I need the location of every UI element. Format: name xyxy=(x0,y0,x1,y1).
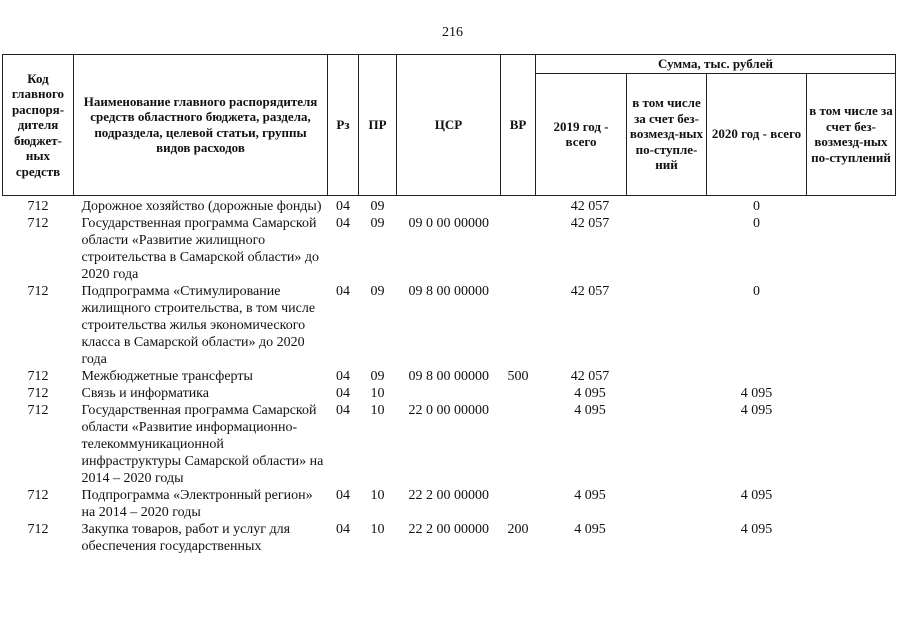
header-name: Наименование главного распорядителя средств областного бюджета, раздела, подраздела, целевой статьи, группы видов расходов xyxy=(74,55,328,196)
cell-name: Подпрограмма «Электронный регион» на 2014 – 2020 годы xyxy=(81,487,313,520)
cell-vr xyxy=(501,215,536,283)
cell-2020-gratuitous xyxy=(807,195,896,215)
cell-2019-gratuitous xyxy=(627,402,707,487)
cell-code: 712 xyxy=(27,368,49,384)
table-row xyxy=(3,215,896,283)
cell-code: 712 xyxy=(27,215,49,231)
cell-name: Государственная программа Самарской области «Развитие жилищного строительства в Самарской области» до 2020 года xyxy=(81,215,320,282)
cell-code: 712 xyxy=(27,198,49,214)
cell-name: Закупка товаров, работ и услуг для обеспечения государственных xyxy=(81,521,291,554)
cell-2020-total: 0 xyxy=(753,215,760,231)
cell-vr: 500 xyxy=(507,368,529,384)
cell-2019-gratuitous xyxy=(627,195,707,215)
header-csr: ЦСР xyxy=(397,55,501,196)
page-number: 216 xyxy=(442,25,463,40)
table-row xyxy=(3,283,896,368)
cell-csr: 22 2 00 00000 xyxy=(408,487,489,503)
cell-code: 712 xyxy=(27,487,49,503)
cell-name: Государственная программа Самарской области «Развитие информационно-телекоммуникационной инфраструктуры Самарской области» на 2014 – 2020 годы xyxy=(81,402,324,486)
cell-csr xyxy=(397,195,501,215)
cell-2019-gratuitous xyxy=(627,215,707,283)
cell-rz: 04 xyxy=(336,385,350,401)
cell-name: Межбюджетные трансферты xyxy=(81,368,253,384)
cell-vr xyxy=(501,283,536,368)
table-row xyxy=(3,402,896,487)
cell-name: Дорожное хозяйство (дорожные фонды) xyxy=(81,198,322,214)
cell-2019-total: 4 095 xyxy=(574,487,606,503)
cell-csr: 22 2 00 00000 xyxy=(408,521,489,537)
cell-2019-total: 42 057 xyxy=(570,215,610,231)
cell-2020-total: 4 095 xyxy=(740,402,773,418)
cell-2020-gratuitous xyxy=(807,487,896,521)
cell-rz: 04 xyxy=(336,368,350,384)
cell-2020-total: 0 xyxy=(753,283,760,299)
cell-pr: 09 xyxy=(370,283,385,299)
cell-2019-gratuitous xyxy=(627,368,707,385)
table-row xyxy=(3,521,896,555)
cell-vr xyxy=(501,385,536,402)
header-sum-group: Сумма, тыс. рублей xyxy=(536,55,896,74)
table-header xyxy=(3,55,896,196)
cell-name: Подпрограмма «Стимулирование жилищного строительства, в том числе строительства жилья экономического класса в Самарской области» до 2020 года xyxy=(81,283,316,367)
cell-2020-gratuitous xyxy=(807,283,896,368)
cell-2019-gratuitous xyxy=(627,521,707,555)
cell-vr xyxy=(501,402,536,487)
header-2020-total: 2020 год - всего xyxy=(707,73,807,195)
cell-pr: 09 xyxy=(370,198,385,214)
header-2020-gratuitous: в том числе за счет без-возмезд-ных по-ступлений xyxy=(807,73,896,195)
cell-pr: 10 xyxy=(370,385,385,401)
cell-pr: 10 xyxy=(370,521,385,537)
cell-code: 712 xyxy=(27,283,49,299)
cell-pr: 10 xyxy=(370,487,385,503)
cell-2020-gratuitous xyxy=(807,215,896,283)
cell-2020-total: 4 095 xyxy=(740,521,773,537)
header-2019-total: 2019 год - всего xyxy=(536,73,627,195)
cell-2019-gratuitous xyxy=(627,385,707,402)
cell-2020-total: 0 xyxy=(753,198,760,214)
cell-2019-total: 4 095 xyxy=(574,521,606,537)
cell-csr: 22 0 00 00000 xyxy=(408,402,489,418)
table-row xyxy=(3,385,896,402)
table-row xyxy=(3,195,896,215)
cell-2020-total: 4 095 xyxy=(740,385,773,401)
cell-2019-gratuitous xyxy=(627,283,707,368)
cell-rz: 04 xyxy=(336,198,350,214)
cell-csr: 09 8 00 00000 xyxy=(408,368,489,384)
cell-2020-total: 4 095 xyxy=(740,487,773,503)
cell-code: 712 xyxy=(27,521,49,537)
cell-csr: 09 8 00 00000 xyxy=(408,283,489,299)
cell-2020-gratuitous xyxy=(807,521,896,555)
cell-2019-total: 4 095 xyxy=(574,385,606,401)
cell-code: 712 xyxy=(27,385,49,401)
cell-csr xyxy=(397,385,501,402)
cell-pr: 10 xyxy=(370,402,385,418)
cell-2019-gratuitous xyxy=(627,487,707,521)
cell-2020-gratuitous xyxy=(807,385,896,402)
cell-vr: 200 xyxy=(507,521,529,537)
cell-vr xyxy=(501,487,536,521)
cell-2019-total: 42 057 xyxy=(570,368,610,384)
cell-code: 712 xyxy=(27,402,49,418)
cell-2019-total: 42 057 xyxy=(570,283,610,299)
cell-rz: 04 xyxy=(336,402,350,418)
header-code: Код главного распоря-дителя бюджет-ных средств xyxy=(3,55,74,196)
cell-2019-total: 42 057 xyxy=(570,198,610,214)
header-rz: Рз xyxy=(328,55,359,196)
table-row xyxy=(3,487,896,521)
cell-pr: 09 xyxy=(370,215,385,231)
cell-rz: 04 xyxy=(336,283,350,299)
header-vr: ВР xyxy=(501,55,536,196)
cell-pr: 09 xyxy=(370,368,385,384)
cell-csr: 09 0 00 00000 xyxy=(408,215,489,231)
header-2019-gratuitous: в том числе за счет без-возмезд-ных по-ступле-ний xyxy=(627,73,707,195)
cell-2020-total xyxy=(707,368,807,385)
cell-rz: 04 xyxy=(336,215,350,231)
cell-vr xyxy=(501,195,536,215)
cell-name: Связь и информатика xyxy=(81,385,209,401)
table-body xyxy=(3,195,896,555)
cell-rz: 04 xyxy=(336,487,350,503)
cell-2020-gratuitous xyxy=(807,402,896,487)
header-pr: ПР xyxy=(359,55,397,196)
cell-2020-gratuitous xyxy=(807,368,896,385)
cell-rz: 04 xyxy=(336,521,350,537)
budget-table xyxy=(2,54,896,555)
table-row xyxy=(3,368,896,385)
cell-2019-total: 4 095 xyxy=(574,402,606,418)
